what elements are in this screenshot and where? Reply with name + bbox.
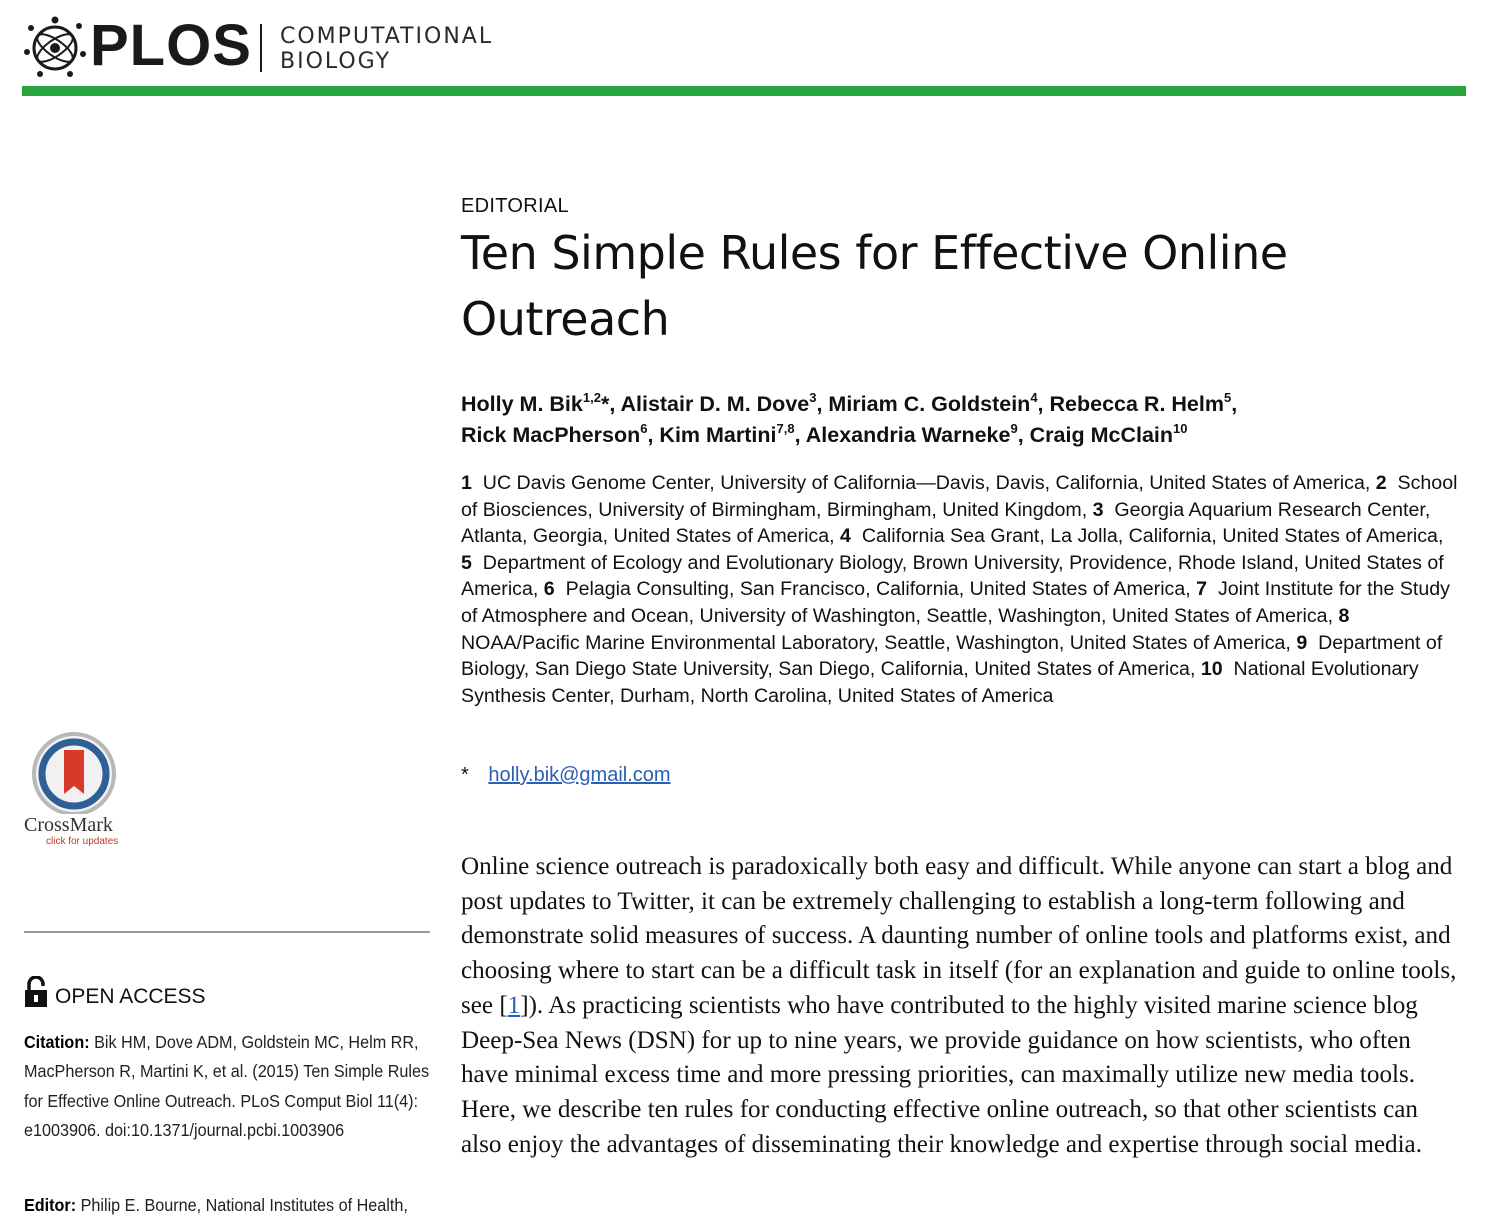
affiliation-number: 4 bbox=[840, 525, 851, 548]
sidebar-divider bbox=[24, 931, 430, 933]
affiliation-text: UC Davis Genome Center, University of California—Davis, Davis, California, United States of America, bbox=[482, 472, 1371, 494]
corresponding-author bbox=[461, 764, 671, 787]
crossmark-icon bbox=[26, 728, 126, 814]
body-text-part2: ]). As practicing scientists who have contributed to the highly visited marine science blog Deep-Sea News (DSN) for up to nine years, we provide guidance on how scientists, who often have minimal excess time and more pressing priorities, can maximally utilize new media tools. Here, we describe ten rules for conducting effective online outreach, so that other scientists can also enjoy the advantages of disseminating their knowledge and expertise through social media. bbox=[461, 991, 1422, 1158]
affiliation-number: 3 bbox=[1092, 498, 1104, 521]
affiliation-text: Department of Ecology and Evolutionary Biology, Brown University, Providence, Rhode Island, United States of America, bbox=[461, 551, 1444, 601]
author-separator: , bbox=[1231, 392, 1238, 416]
affiliation-list bbox=[461, 470, 1461, 709]
journal-name-line1: COMPUTATIONAL bbox=[280, 24, 494, 49]
author-affiliation-sup: 7,8 bbox=[776, 421, 795, 436]
journal-name bbox=[280, 24, 493, 74]
author-affiliation-sup: 3 bbox=[809, 390, 817, 405]
abstract-paragraph bbox=[461, 850, 1461, 1162]
author-name: Kim Martini bbox=[659, 423, 777, 447]
citation-block bbox=[24, 1028, 430, 1145]
author-affiliation-sup: 5 bbox=[1223, 390, 1232, 405]
affiliation-text: California Sea Grant, La Jolla, California, United States of America, bbox=[861, 525, 1444, 548]
author-affiliation-sup: 10 bbox=[1173, 421, 1188, 436]
author-separator: , bbox=[609, 392, 621, 416]
affiliation-number: 8 bbox=[1338, 604, 1350, 627]
crossmark-badge[interactable] bbox=[24, 728, 134, 858]
open-lock-icon bbox=[24, 976, 48, 1008]
author-affiliation-sup: 6 bbox=[640, 421, 648, 436]
plos-wordmark: PLOS bbox=[90, 13, 252, 78]
article-title: Ten Simple Rules for Effective Online Outreach bbox=[461, 226, 1288, 346]
citation-text: Bik HM, Dove ADM, Goldstein MC, Helm RR, MacPherson R, Martini K, et al. (2015) Ten Simple Rules for Effective Online Outreach. PLoS Comput Biol 11(4): e1003906. doi:10.1371/journal.pcbi.1003906 bbox=[24, 1032, 430, 1140]
body-text-part1: Online science outreach is paradoxically both easy and difficult. While anyone can start a blog and post updates to Twitter, it can be extremely challenging to establish a long-term following and demonstrate solid measures of success. A daunting number of online tools and platforms exist, and choosing where to start can be a difficult task in itself (for an explanation and guide to online tools, see [ bbox=[461, 853, 1457, 1019]
author-name: Rebecca R. Helm bbox=[1049, 392, 1224, 416]
author-name: Miriam C. Goldstein bbox=[828, 392, 1031, 416]
corresponding-marker: * bbox=[461, 764, 469, 786]
affiliation-text: NOAA/Pacific Marine Environmental Laboratory, Seattle, Washington, United States of America, bbox=[461, 631, 1291, 654]
affiliation-number: 6 bbox=[543, 578, 555, 601]
affiliation-number: 1 bbox=[461, 472, 472, 494]
affiliation-number: 7 bbox=[1196, 578, 1208, 601]
author-separator: , bbox=[816, 392, 829, 416]
logo-divider bbox=[260, 24, 262, 72]
author-list bbox=[461, 390, 1451, 452]
author-name: Alexandria Warneke bbox=[805, 423, 1011, 447]
author-separator: , bbox=[647, 423, 660, 447]
author-affiliation-sup: 9 bbox=[1010, 421, 1018, 436]
author-name: Rick MacPherson bbox=[461, 423, 641, 447]
author-name: Holly M. Bik bbox=[461, 392, 583, 416]
author-name: Craig McClain bbox=[1029, 423, 1174, 447]
affiliation-text: School of Biosciences, University of Birmingham, Birmingham, United Kingdom, bbox=[461, 472, 1458, 521]
affiliation-text: National Evolutionary Synthesis Center, Durham, North Carolina, United States of America bbox=[461, 658, 1419, 707]
affiliation-number: 2 bbox=[1375, 472, 1387, 494]
plos-logo-icon bbox=[22, 12, 88, 78]
header-green-rule bbox=[22, 86, 1466, 96]
author-separator: , bbox=[1037, 392, 1050, 416]
affiliation-text: Pelagia Consulting, San Francisco, California, United States of America, bbox=[565, 578, 1191, 601]
author-separator: , bbox=[794, 423, 806, 447]
open-access-label: OPEN ACCESS bbox=[55, 985, 206, 1008]
affiliation-number: 10 bbox=[1200, 658, 1223, 681]
affiliation-text: Joint Institute for the Study of Atmosphere and Ocean, University of Washington, Seattle, Washington, United States of America, bbox=[461, 578, 1450, 627]
affiliation-number: 5 bbox=[461, 551, 472, 574]
author-affiliation-sup: 4 bbox=[1030, 390, 1038, 405]
author-separator: , bbox=[1017, 423, 1030, 447]
editor-block bbox=[24, 1191, 408, 1220]
author-affiliation-sup: 1,2 bbox=[582, 390, 601, 405]
corresponding-email-link[interactable]: holly.bik@gmail.com bbox=[488, 764, 671, 786]
journal-name-line2: BIOLOGY bbox=[280, 49, 392, 74]
affiliation-text: Georgia Aquarium Research Center, Atlanta, Georgia, United States of America, bbox=[461, 498, 1431, 548]
crossmark-sublabel: click for updates bbox=[46, 836, 119, 847]
citation-label: Citation: bbox=[24, 1032, 90, 1052]
author-name: Alistair D. M. Dove bbox=[620, 392, 810, 416]
crossmark-label: CrossMark bbox=[24, 814, 113, 836]
editor-text: Philip E. Bourne, National Institutes of Health, bbox=[80, 1195, 408, 1215]
reference-link-1[interactable]: 1 bbox=[507, 991, 521, 1019]
article-type: EDITORIAL bbox=[461, 195, 569, 217]
editor-label: Editor: bbox=[24, 1195, 77, 1215]
author-corresponding-star: * bbox=[600, 392, 610, 416]
affiliation-number: 9 bbox=[1296, 631, 1308, 654]
affiliation-text: Department of Biology, San Diego State University, San Diego, California, United States of America, bbox=[461, 631, 1443, 681]
